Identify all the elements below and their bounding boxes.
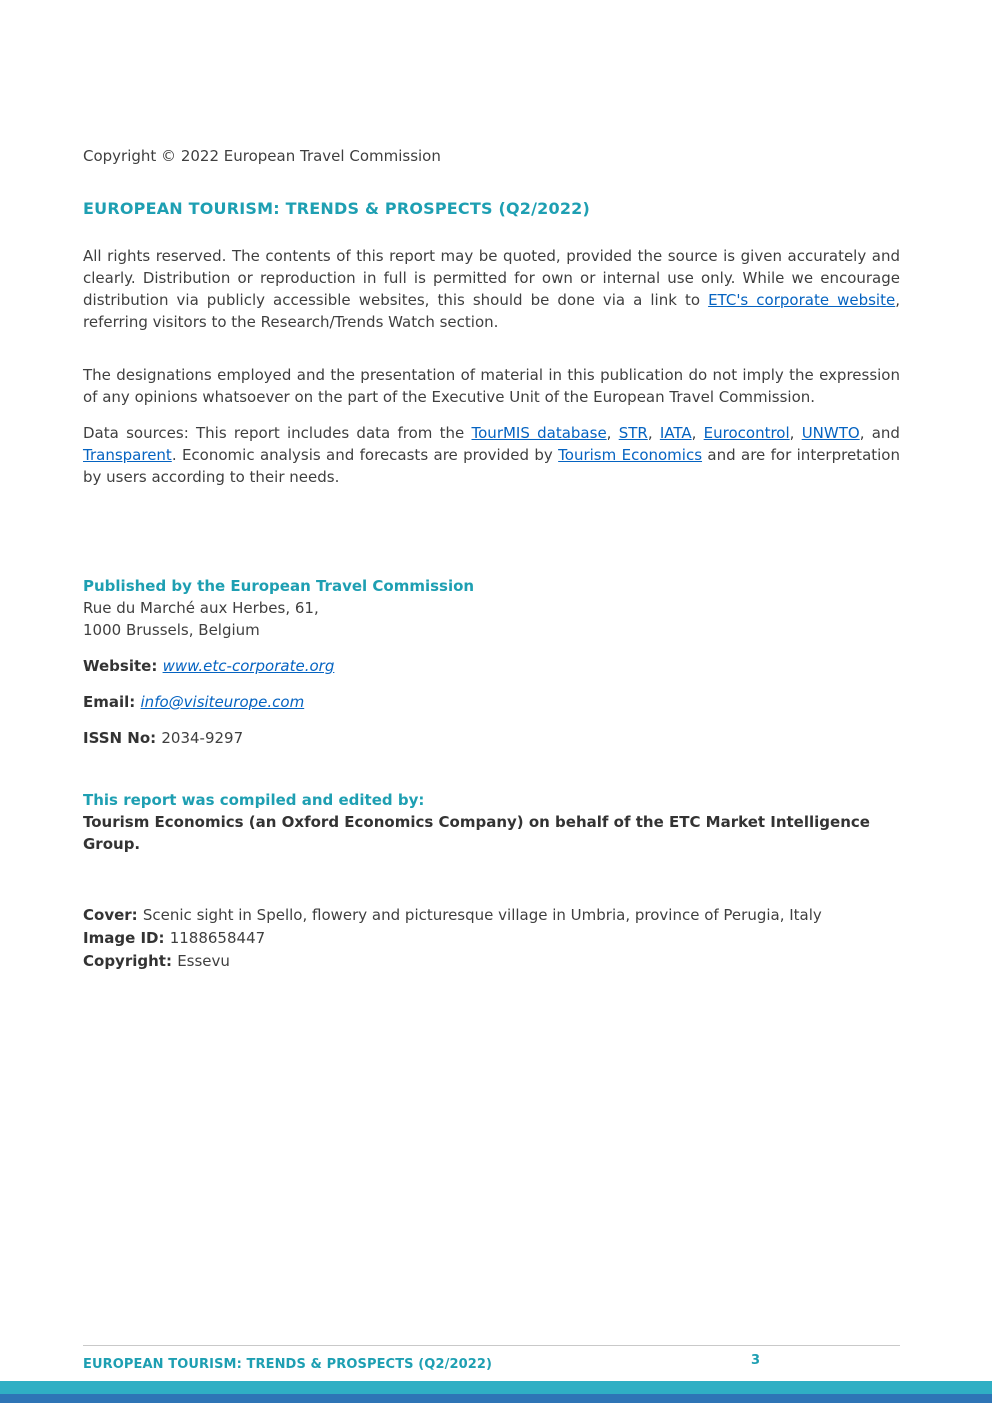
eurocontrol-link[interactable]: Eurocontrol xyxy=(703,424,790,442)
email-line xyxy=(83,691,900,713)
str-link[interactable]: STR xyxy=(618,424,648,442)
issn-value: 2034-9297 xyxy=(161,729,244,747)
email-label: Email: xyxy=(83,693,141,711)
page-title: EUROPEAN TOURISM: TRENDS & PROSPECTS (Q2/2022) xyxy=(83,199,591,218)
cover-description-line xyxy=(83,904,900,927)
publisher-address-line-2: 1000 Brussels, Belgium xyxy=(83,621,260,639)
cover-description: Scenic sight in Spello, flowery and picturesque village in Umbria, province of Perugia, Italy xyxy=(142,906,822,924)
credits-block xyxy=(83,789,900,855)
image-id-label: Image ID: xyxy=(83,929,170,947)
page-content xyxy=(83,145,900,973)
data-sources-separator: , xyxy=(606,424,619,442)
cover-copyright-label: Copyright: xyxy=(83,952,178,970)
cover-info-block xyxy=(83,904,900,973)
cover-copyright-value: Essevu xyxy=(177,952,230,970)
iata-link[interactable]: IATA xyxy=(659,424,692,442)
transparent-link[interactable]: Transparent xyxy=(83,446,172,464)
page-number: 3 xyxy=(751,1353,761,1368)
rights-text-pre: All rights reserved. The contents of this report may be quoted, provided the source is given accurately and clearly. Distribution or reproduction in full is permitted for own or internal use only. While we encourage distribution via publicly accessible websites, this should be done via a link to xyxy=(83,247,900,309)
data-sources-separator: , xyxy=(647,424,660,442)
publisher-block xyxy=(83,575,900,641)
website-label: Website: xyxy=(83,657,163,675)
rights-text-post: , referring visitors to the Research/Trends Watch section. xyxy=(83,291,900,331)
cover-copyright-line xyxy=(83,950,900,973)
footer-title: EUROPEAN TOURISM: TRENDS & PROSPECTS (Q2/2022) xyxy=(83,1357,493,1372)
data-sources-text: . Economic analysis and forecasts are provided by xyxy=(171,446,559,464)
tourmis-database-link[interactable]: TourMIS database xyxy=(471,424,607,442)
credits-heading: This report was compiled and edited by: xyxy=(83,791,425,809)
cover-label: Cover: xyxy=(83,906,143,924)
data-sources-text: and are for interpretation by users according to their needs. xyxy=(83,446,900,486)
data-sources-separator: , xyxy=(789,424,802,442)
designations-paragraph: The designations employed and the presentation of material in this publication do not imply the expression of any opinions whatsoever on the part of the Executive Unit of the European Travel Commission. xyxy=(83,366,900,406)
publisher-address-line-1: Rue du Marché aux Herbes, 61, xyxy=(83,599,319,617)
copyright-line: Copyright © 2022 European Travel Commission xyxy=(83,147,441,165)
website-line xyxy=(83,655,900,677)
tourism-economics-link[interactable]: Tourism Economics xyxy=(558,446,703,464)
credits-body: Tourism Economics (an Oxford Economics Company) on behalf of the ETC Market Intelligence Group. xyxy=(83,813,870,853)
etc-website-url-link[interactable]: www.etc-corporate.org xyxy=(162,657,335,675)
data-sources-paragraph xyxy=(83,422,900,488)
issn-line xyxy=(83,727,900,749)
etc-corporate-website-link[interactable]: ETC's corporate website xyxy=(708,291,896,309)
email-address-link[interactable]: info@visiteurope.com xyxy=(140,693,305,711)
footer-accent-bar-blue xyxy=(0,1394,992,1403)
page-footer xyxy=(83,1345,900,1375)
data-sources-separator: , xyxy=(691,424,704,442)
issn-label: ISSN No: xyxy=(83,729,162,747)
unwto-link[interactable]: UNWTO xyxy=(801,424,860,442)
footer-accent-bar-teal xyxy=(0,1381,992,1394)
image-id-line xyxy=(83,927,900,950)
image-id-value: 1188658447 xyxy=(169,929,266,947)
data-sources-separator: , and xyxy=(859,424,900,442)
rights-paragraph xyxy=(83,245,900,333)
data-sources-text: Data sources: This report includes data from the xyxy=(83,424,472,442)
publisher-heading: Published by the European Travel Commission xyxy=(83,577,475,595)
